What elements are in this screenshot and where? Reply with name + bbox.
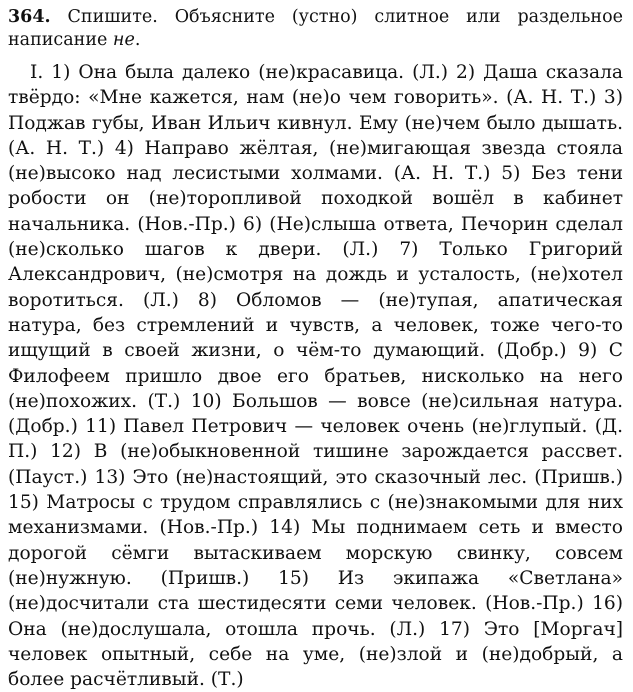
exercise-number: 364. — [8, 7, 51, 27]
task-instruction: Спишите. Объясните (устно) слитное или раздельное написание — [8, 7, 623, 50]
task-end: . — [134, 30, 141, 50]
task-heading — [8, 6, 623, 52]
particle-ne: не — [112, 30, 135, 50]
exercise-text: I. 1) Она была далеко (не)красавица. (Л.) 2) Даша сказала твёрдо: «Мне кажется, нам (не)о чем говорить». (А. Н. Т.) 3) Поджав губы, Иван Ильич кивнул. Ему (не)чем было дышать. (А. Н. Т.) 4) Направо жёлтая, (не)мигающая звезда стояла (не)высоко над лесистыми холмами. (А. Н. Т.) 5) Без тени робости он (не)торопливой походкой вошёл в кабинет начальника. (Нов.-Пр.) 6) (Не)слыша ответа, Печорин сделал (не)сколько шагов к двери. (Л.) 7) Только Григорий Александрович, (не)смотря на дождь и усталость, (не)хотел воротиться. (Л.) 8) Обломов — (не)тупая, апатическая натура, без стремлений и чувств, а человек, тоже чего-то ищущий в своей жизни, о чём-то думающий. (Добр.) 9) С Филофеем пришло двое его братьев, нисколько на него (не)похожих. (Т.) 10) Большов — вовсе (не)сильная натура. (Добр.) 11) Павел Петрович — человек очень (не)глупый. (Д. П.) 12) В (не)обыкновенной тишине зарождается рассвет. (Пауст.) 13) Это (не)настоящий, это сказочный лес. (Пришв.) 15) Матросы с трудом справлялись с (не)знакомыми для них механизмами. (Нов.-Пр.) 14) Мы поднимаем сеть и вместо дорогой сёмги вытаскиваем морскую свинку, совсем (не)нужную. (Пришв.) 15) Из экипажа «Светлана» (не)досчитали ста шестидесяти семи человек. (Нов.-Пр.) 16) Она (не)дослушала, отошла прочь. (Л.) 17) Это [Моргач] человек опытный, себе на уме, (не)злой и (не)добрый, а более расчётливый. (Т.) — [8, 62, 623, 691]
